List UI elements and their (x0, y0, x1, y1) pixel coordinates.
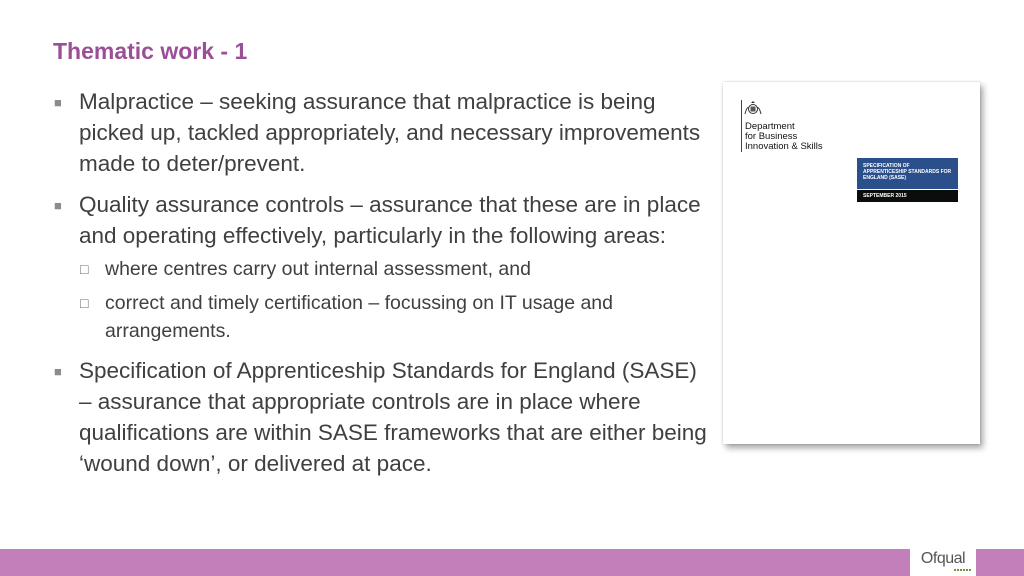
bullet-list (52, 86, 712, 489)
sub-bullet-list (79, 255, 712, 345)
crest-divider (741, 100, 742, 152)
document-date: SEPTEMBER 2015 (857, 190, 958, 202)
square-bullet-icon: ■ (54, 198, 62, 213)
logo-text: Ofqual (920, 550, 966, 567)
document-title-panel: SPECIFICATION OF APPRENTICESHIP STANDARDS FOR ENGLAND (SASE) (857, 158, 958, 189)
square-bullet-icon: ■ (54, 364, 62, 379)
department-line: Innovation & Skills (745, 141, 823, 152)
footer-bar (0, 549, 1024, 576)
sub-bullet-text: correct and timely certification – focussing on IT usage and arrangements. (105, 292, 613, 342)
department-name (745, 122, 865, 152)
sub-bullet-text: where centres carry out internal assessment, and (105, 258, 531, 280)
department-line: for Business (745, 131, 798, 142)
document-cover-thumbnail (723, 82, 980, 444)
ofqual-logo (910, 548, 976, 576)
hollow-square-bullet-icon: □ (80, 261, 89, 277)
bullet-malpractice (52, 86, 712, 179)
bullet-text: Specification of Apprenticeship Standards for England (SASE) – assurance that appropriate controls are in place where qualifications are within SASE frameworks that are either being ‘wound down’, or delivered at pace. (79, 358, 707, 476)
sub-bullet-internal-assessment (79, 255, 712, 283)
sub-bullet-certification (79, 289, 712, 345)
bullet-quality-assurance (52, 189, 712, 345)
bullet-text: Malpractice – seeking assurance that malpractice is being picked up, tackled appropriately, and necessary improvements made to deter/prevent. (79, 89, 701, 176)
royal-crest-icon (743, 100, 763, 117)
square-bullet-icon: ■ (54, 95, 62, 110)
hollow-square-bullet-icon: □ (80, 295, 89, 311)
department-line: Department (745, 121, 795, 132)
slide-title: Thematic work - 1 (53, 38, 248, 64)
bullet-sase (52, 355, 712, 479)
bullet-text: Quality assurance controls – assurance that these are in place and operating effectively, particularly in the following areas: (79, 192, 701, 248)
logo-dots (954, 569, 972, 571)
